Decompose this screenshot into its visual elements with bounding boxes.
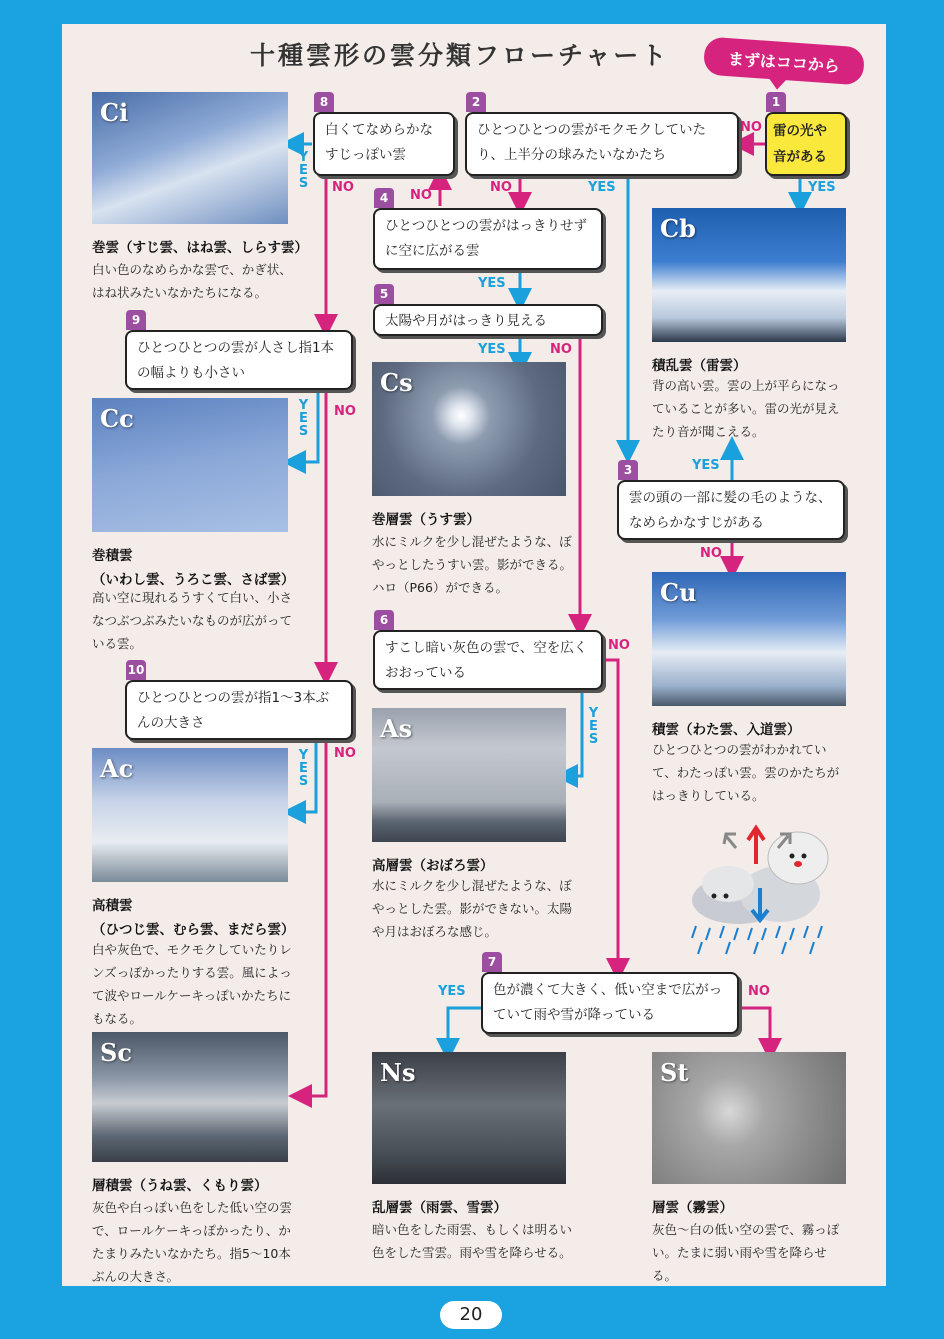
page-title: 十種雲形の雲分類フローチャート (250, 41, 670, 70)
altocumulus-name: 高積雲 (92, 898, 133, 914)
cirrus-code: Ci (100, 98, 129, 127)
cirrostratus-code: Cs (380, 368, 413, 397)
cumulonimbus-name: 積乱雲（雷雲） (652, 358, 747, 374)
cirrocumulus-desc: 高い空に現れるうすくて白い、小さなつぶつぶみたいなものが広がっている雲。 (92, 590, 293, 651)
q3-no-label: NO (700, 546, 722, 561)
q4-box: ひとつひとつの雲がはっきりせずに空に広がる雲 (373, 208, 603, 270)
altostratus-code: As (380, 714, 413, 743)
q7-yes-label: YES (438, 984, 466, 999)
q5-yes-label: YES (478, 342, 506, 357)
q7-number: 7 (482, 952, 502, 972)
q2-box: ひとつひとつの雲がモクモクしていたり、上半分の球みたいなかたち (465, 112, 739, 176)
q9-yes-label: YES (296, 398, 311, 437)
stratocumulus-desc: 灰色や白っぽい色をした低い空の雲で、ロールケーキっぽかったり、かたまりみたいなかたち。指5〜10本ぶんの大きさ。 (92, 1200, 293, 1284)
q6-number: 6 (374, 610, 394, 630)
rain-cloud-illustration (678, 818, 840, 958)
page-number: 20 (440, 1301, 502, 1329)
cirrocumulus-name-alt: （いわし雲、うろこ雲、さば雲） (92, 572, 295, 588)
q1-box: 雷の光や音がある (765, 112, 847, 176)
stratocumulus-code: Sc (100, 1038, 132, 1067)
arrow-q7-yes (448, 1008, 482, 1050)
stratus-code: St (660, 1058, 689, 1087)
stratocumulus-name: 層積雲（うね雲、くもり雲） (92, 1178, 268, 1194)
cirrocumulus-code: Cc (100, 404, 134, 433)
q6-yes-label: YES (586, 706, 601, 745)
cirrus-photo (92, 92, 288, 224)
stratus-photo (652, 1052, 846, 1184)
q8-number: 8 (314, 92, 334, 112)
cumulus-desc: ひとつひとつの雲がわかれていて、わたっぽい雲。雲のかたちがはっきりしている。 (652, 742, 840, 803)
altocumulus-code: Ac (100, 754, 134, 783)
q1-number: 1 (766, 92, 786, 112)
cumulonimbus-code: Cb (660, 214, 696, 243)
cumulus-photo (652, 572, 846, 706)
stratus-name: 層雲（霧雲） (652, 1200, 733, 1216)
q4-number: 4 (374, 188, 394, 208)
q3-number: 3 (618, 460, 638, 480)
arrow-q7-no (738, 1008, 770, 1050)
q9-box: ひとつひとつの雲が人さし指1本の幅よりも小さい (125, 330, 353, 390)
q3-yes-label: YES (692, 458, 720, 473)
q2-no-label: NO (490, 180, 512, 195)
altocumulus-name-alt: （ひつじ雲、むら雲、まだら雲） (92, 922, 295, 938)
q3-box: 雲の頭の一部に髪の毛のような、なめらかなすじがある (617, 480, 845, 540)
cumulus-name: 積雲（わた雲、入道雲） (652, 722, 801, 738)
q10-box: ひとつひとつの雲が指1〜3本ぶんの大きさ (125, 680, 353, 740)
q4-no-label: NO (410, 188, 432, 203)
arrow-q6-no (604, 660, 618, 970)
q10-number: 10 (126, 660, 146, 680)
cirrostratus-name: 巻層雲（うす雲） (372, 512, 480, 528)
arrow-q10-no (300, 740, 326, 1096)
cumulus-code: Cu (660, 578, 697, 607)
q10-yes-label: YES (296, 748, 311, 787)
cirrus-name: 巻雲（すじ雲、はね雲、しらす雲） (92, 240, 308, 256)
altocumulus-desc: 白や灰色で、モクモクしていたりレンズっぽかったりする雲。風によって波やロールケーキっぽいかたちにもなる。 (92, 942, 292, 1026)
q5-number: 5 (374, 284, 394, 304)
start-here-badge: まずはココから (703, 36, 865, 85)
nimbostratus-photo (372, 1052, 566, 1184)
q2-yes-label: YES (588, 180, 616, 195)
q8-yes-label: YES (296, 150, 311, 189)
q5-no-label: NO (550, 342, 572, 357)
cumulonimbus-photo (652, 208, 846, 342)
altostratus-name: 高層雲（おぼろ雲） (372, 858, 494, 874)
altocumulus-photo (92, 748, 288, 882)
q9-no-label: NO (334, 404, 356, 419)
q10-no-label: NO (334, 746, 356, 761)
cirrus-desc: 白い色のなめらかな雲で、かぎ状、はね状みたいなかたちになる。 (92, 262, 292, 300)
nimbostratus-code: Ns (380, 1058, 416, 1087)
q5-box: 太陽や月がはっきり見える (373, 304, 603, 336)
q1-no-label: NO (740, 120, 762, 135)
q8-box: 白くてなめらかなすじっぽい雲 (313, 112, 455, 176)
cirrostratus-photo (372, 362, 566, 496)
stratocumulus-photo (92, 1032, 288, 1162)
q6-no-label: NO (608, 638, 630, 653)
q9-number: 9 (126, 310, 146, 330)
stratus-desc: 灰色〜白の低い空の雲で、霧っぽい。たまに弱い雨や雪を降らせる。 (652, 1222, 840, 1283)
nimbostratus-desc: 暗い色をした雨雲、もしくは明るい色をした雪雲。雨や雪を降らせる。 (372, 1222, 573, 1260)
q7-box: 色が濃くて大きく、低い空まで広がっていて雨や雪が降っている (481, 972, 739, 1034)
q2-number: 2 (466, 92, 486, 112)
q7-no-label: NO (748, 984, 770, 999)
q8-no-label: NO (332, 180, 354, 195)
nimbostratus-name: 乱層雲（雨雲、雪雲） (372, 1200, 507, 1216)
cirrostratus-desc: 水にミルクを少し混ぜたような、ぼやっとしたうすい雲。影ができる。ハロ（P66）ができる。 (372, 534, 573, 595)
cumulonimbus-desc: 背の高い雲。雲の上が平らになっていることが多い。雷の光が見えたり音が聞こえる。 (652, 378, 840, 439)
altostratus-photo (372, 708, 566, 842)
q4-yes-label: YES (478, 276, 506, 291)
q1-yes-label: YES (808, 180, 836, 195)
altostratus-desc: 水にミルクを少し混ぜたような、ぼやっとした雲。影ができない。太陽や月はおぼろな感じ。 (372, 878, 573, 939)
q6-box: すこし暗い灰色の雲で、空を広くおおっている (373, 630, 603, 690)
cirrocumulus-name: 巻積雲 (92, 548, 133, 564)
cirrocumulus-photo (92, 398, 288, 532)
arrow-q6-yes (566, 690, 582, 776)
